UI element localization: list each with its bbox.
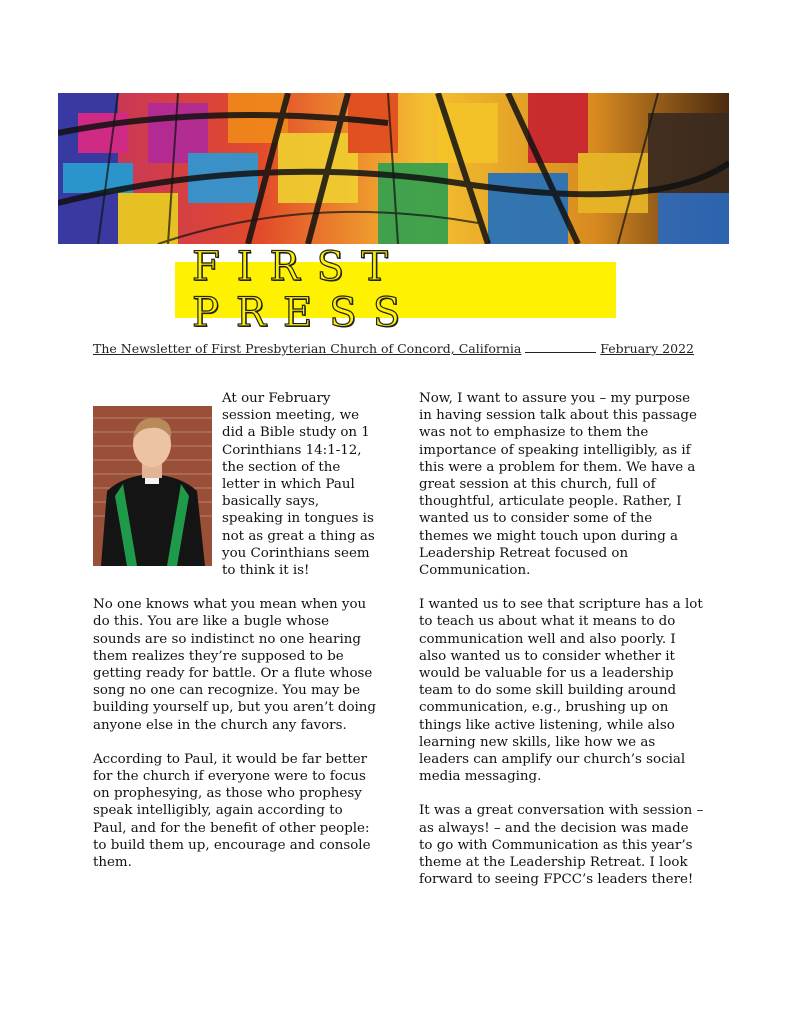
- masthead: [175, 244, 616, 336]
- paragraph: No one knows what you mean when you do this. You are like a bugle whose sounds are so indistinct no one hearing them realizes they’re supposed to be getting ready for battle. Or a flute whose song no one can recognize. You may be building yourself up, but you aren’t doing anyone else in the church any favors.: [93, 597, 377, 733]
- publication-line: [93, 341, 694, 356]
- stained-glass-banner: [58, 93, 729, 244]
- paragraph: It was a great conversation with session – as always! – and the decision was made to go with Communication as this year’s theme at the Leadership Retreat. I look forward to seeing FPCC’s leaders there!: [419, 803, 704, 888]
- publication-name: The Newsletter of First Presbyterian Church of Concord, California: [93, 341, 522, 356]
- paragraph: At our February session meeting, we did a Bible study on 1 Corinthians 14:1-12, the section of the letter in which Paul basically says, speaking in tongues is not as great a thing as you Corinthians seem to think it is!: [222, 391, 375, 579]
- portrait-image: [93, 406, 212, 566]
- article-column-left: [93, 390, 376, 888]
- stained-glass-image: [58, 93, 729, 244]
- pastor-portrait: [93, 406, 212, 566]
- rule-spacer: [525, 341, 596, 353]
- article-column-right: [419, 390, 704, 905]
- paragraph: According to Paul, it would be far better for the church if everyone were to focus on prophesying, as those who prophesy speak intelligibly, again according to Paul, and for the benefit of other people: to build them up, encourage and console them.: [93, 751, 371, 871]
- paragraph: Now, I want to assure you – my purpose in having session talk about this passage was not to emphasize to them the importance of speaking intelligibly, as if this were a problem for them. We have a great session at this church, full of thoughtful, articulate people. Rather, I wanted us to consider some of the themes we might touch upon during a Leadership Retreat focused on Communication.: [419, 391, 697, 579]
- issue-date: February 2022: [600, 341, 694, 356]
- paragraph: I wanted us to see that scripture has a lot to teach us about what it means to do communication well and also poorly. I also wanted us to consider whether it would be valuable for us a leadership team to do some skill building around communication, e.g., brushing up on things like active listening, while also learning new skills, like how we as leaders can amplify our church’s social media messaging.: [419, 597, 703, 785]
- newsletter-title: FIRST PRESS: [192, 244, 418, 336]
